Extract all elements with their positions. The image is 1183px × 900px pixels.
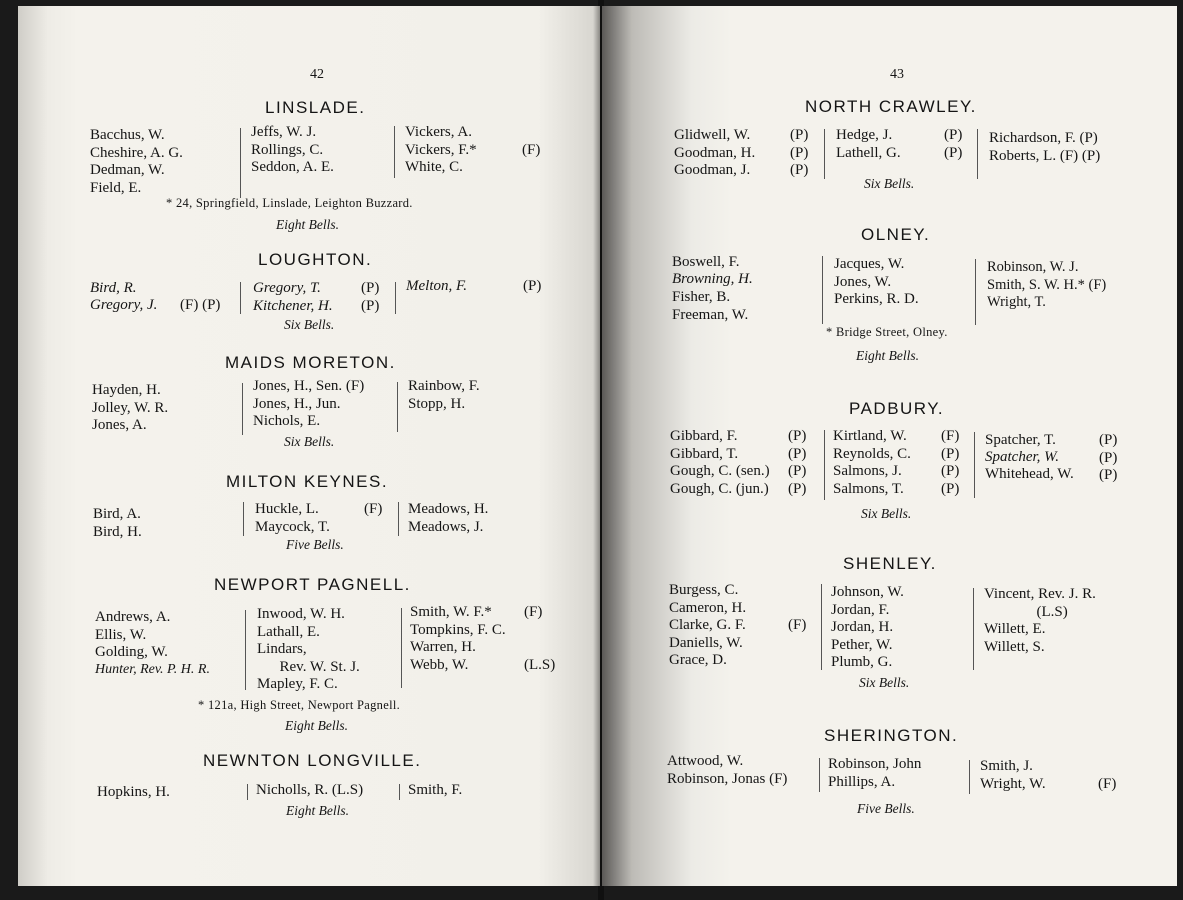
ringer-name: Bird, R. — [90, 280, 137, 296]
bells-count: Six Bells. — [284, 317, 335, 332]
column-divider — [974, 432, 975, 498]
ringer-column: Inwood, W. H. Lathall, E. Lindars, Rev. W. St. J. Mapley, F. C. — [257, 606, 360, 692]
ringer-column: Attwood, W. Robinson, Jonas (F) — [667, 753, 788, 787]
ringer-marks: (F) — [788, 617, 807, 633]
ringer-column: Huckle, L. Maycock, T. — [255, 501, 330, 535]
column-divider — [821, 584, 822, 670]
column-divider — [245, 610, 246, 690]
ringer-marks: (P) — [523, 278, 542, 294]
bells-count: Six Bells. — [861, 506, 912, 521]
section-title: SHERINGTON. — [824, 726, 959, 745]
ringer-column: Jones, H., Sen. (F) Jones, H., Jun. Nichols, E. — [253, 378, 365, 429]
ringer-name: Smith, F. — [408, 782, 463, 798]
ringer-column: Richardson, F. (P) Roberts, L. (F) (P) — [989, 130, 1101, 164]
section-title: LOUGHTON. — [258, 250, 373, 269]
ringer-column: Fisher, B. Freeman, W. — [672, 289, 749, 323]
section-title: SHENLEY. — [843, 554, 937, 573]
ringer-column: Glidwell, W. Goodman, H. Goodman, J. — [674, 127, 756, 178]
column-divider — [824, 129, 825, 179]
ringer-column: Rainbow, F. Stopp, H. — [408, 378, 480, 412]
section-title: NEWPORT PAGNELL. — [214, 575, 411, 594]
bells-count: Eight Bells. — [285, 718, 348, 733]
section-title: MILTON KEYNES. — [226, 472, 389, 491]
ringer-column: Jacques, W. Jones, W. Perkins, R. D. — [834, 256, 919, 307]
footnote: * 121a, High Street, Newport Pagnell. — [198, 698, 401, 712]
column-divider — [973, 588, 974, 670]
ringer-name: Browning, H. — [672, 271, 753, 287]
ringer-marks: (F) (P) — [180, 297, 221, 313]
right-page — [602, 6, 1177, 886]
bells-count: Eight Bells. — [276, 217, 339, 232]
column-divider — [969, 760, 970, 794]
column-divider — [399, 784, 400, 800]
column-divider — [975, 259, 976, 325]
column-divider — [824, 430, 825, 500]
ringer-column: Gregory, T. Kitchener, H. — [253, 280, 333, 314]
section-title: LINSLADE. — [265, 98, 366, 117]
ringer-column: Smith, W. F.* Tompkins, F. C. Warren, H. Webb, W. — [410, 604, 506, 673]
bells-count: Six Bells. — [284, 434, 335, 449]
section-title: MAIDS MORETON. — [225, 353, 396, 372]
footnote: * Bridge Street, Olney. — [826, 325, 948, 339]
ringer-column: Andrews, A. Ellis, W. Golding, W. — [95, 609, 171, 660]
ringer-name: Hopkins, H. — [97, 784, 170, 800]
column-divider — [240, 282, 241, 314]
page-number: 42 — [310, 67, 324, 82]
column-divider — [401, 608, 402, 688]
column-divider — [242, 383, 243, 435]
bells-count: Six Bells. — [859, 675, 910, 690]
ringer-marks: (F) — [522, 141, 541, 158]
ringer-column: Vickers, A. Vickers, F.* White, C. — [405, 124, 477, 175]
column-divider — [977, 129, 978, 179]
column-divider — [819, 758, 820, 792]
ringer-column: Burgess, C. Cameron, H. Clarke, G. F. Daniells, W. Grace, D. — [669, 582, 747, 668]
ringer-name: Gregory, J. — [90, 297, 158, 313]
ringer-column: Bacchus, W. Cheshire, A. G. Dedman, W. Field, E. — [90, 127, 183, 196]
ringer-name: Spatcher, T. — [985, 432, 1056, 448]
column-divider — [397, 382, 398, 432]
ringer-name: Whitehead, W. — [985, 466, 1074, 482]
ringer-column: Jeffs, W. J. Rollings, C. Seddon, A. E. — [251, 124, 334, 175]
ringer-column: Robinson, W. J. Smith, S. W. H.* (F) Wright, T. — [987, 259, 1107, 310]
ringer-name: Nicholls, R. (L.S) — [256, 782, 364, 798]
section-title: PADBURY. — [849, 399, 945, 418]
ringer-name: Boswell, F. — [672, 254, 740, 270]
ringer-marks: (F) — [1098, 775, 1117, 792]
column-divider — [394, 126, 395, 178]
ringer-marks: (P) (P) — [361, 280, 380, 314]
column-divider — [247, 784, 248, 800]
page-number: 43 — [890, 67, 904, 82]
ringer-column: Hayden, H. Jolley, W. R. Jones, A. — [92, 382, 169, 433]
ringer-column: Smith, J. Wright, W. — [980, 758, 1046, 792]
ringer-column: Hedge, J. Lathell, G. — [836, 127, 901, 161]
section-title: OLNEY. — [861, 225, 931, 244]
column-divider — [398, 502, 399, 536]
ringer-marks: (F) — [364, 501, 383, 517]
ringer-marks: (P) (P) (P) — [790, 127, 809, 178]
ringer-name: Spatcher, W. — [985, 449, 1060, 465]
ringer-column: Gibbard, F. Gibbard, T. Gough, C. (sen.) Gough, C. (jun.) — [670, 428, 770, 497]
column-divider — [240, 128, 241, 198]
column-divider — [395, 282, 396, 314]
ringer-column: Vincent, Rev. J. R. (L.S) Willett, E. Willett, S. — [984, 586, 1096, 655]
ringer-marks: (F) (P) (P) (P) — [941, 428, 960, 497]
ringer-marks: (P) (P) (P) (P) — [788, 428, 807, 497]
ringer-column: Bird, A. Bird, H. — [93, 506, 142, 540]
bells-count: Six Bells. — [864, 176, 915, 191]
column-divider — [243, 502, 244, 536]
section-title: NEWNTON LONGVILLE. — [203, 751, 422, 770]
bells-count: Five Bells. — [286, 537, 344, 552]
footnote: * 24, Springfield, Linslade, Leighton Buzzard. — [166, 196, 413, 210]
bells-count: Five Bells. — [857, 801, 915, 816]
column-divider — [822, 256, 823, 324]
ringer-column: Kirtland, W. Reynolds, C. Salmons, J. Salmons, T. — [833, 428, 911, 497]
ringer-name: Hunter, Rev. P. H. R. — [95, 662, 210, 677]
ringer-column: Meadows, H. Meadows, J. — [408, 501, 489, 535]
section-title: NORTH CRAWLEY. — [805, 97, 977, 116]
ringer-marks: (P) (P) (P) — [1099, 432, 1118, 483]
ringer-marks: (P) (P) — [944, 127, 963, 161]
left-page — [18, 6, 600, 886]
ringer-column: Johnson, W. Jordan, F. Jordan, H. Pether, W. Plumb, G. — [831, 584, 904, 670]
ringer-column: Robinson, John Phillips, A. — [828, 756, 922, 790]
ringer-marks: (F) (L.S) — [524, 604, 556, 673]
ringer-name: Melton, F. — [406, 278, 467, 294]
bells-count: Eight Bells. — [286, 803, 349, 818]
bells-count: Eight Bells. — [856, 348, 919, 363]
